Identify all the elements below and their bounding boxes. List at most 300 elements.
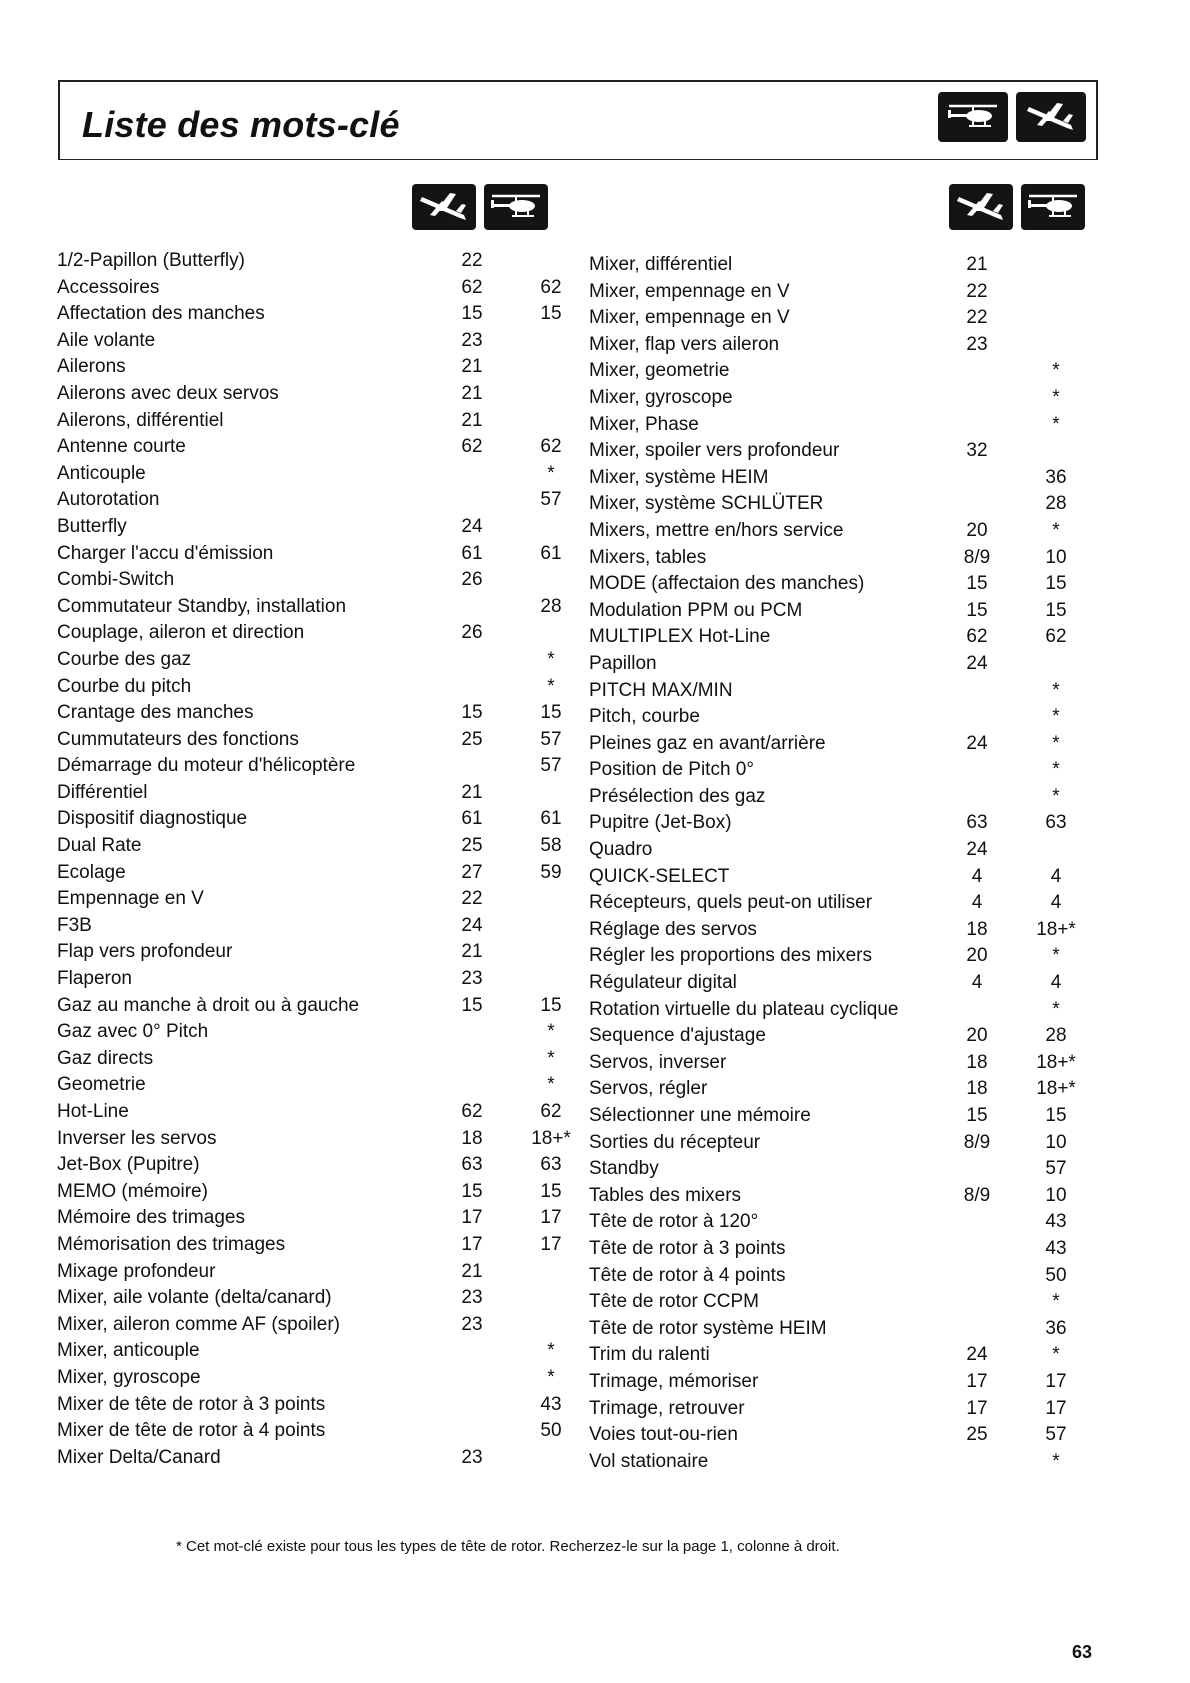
keyword-label: Tête de rotor à 120° [589,1211,759,1233]
helicopter-page-ref: 43 [1045,1237,1067,1259]
keyword-label: Flap vers profondeur [57,941,233,963]
airplane-page-ref: 15 [461,994,483,1016]
airplane-page-ref: 22 [461,888,483,910]
airplane-page-ref: 24 [966,732,988,754]
keyword-row [57,1232,562,1259]
keyword-row [589,810,1089,837]
airplane-page-ref: 24 [966,839,988,861]
helicopter-page-ref: * [1052,759,1060,781]
keyword-label: Mixers, mettre en/hors service [589,519,844,541]
airplane-page-ref: 18 [966,1051,988,1073]
airplane-page-ref: 8/9 [963,546,991,568]
helicopter-page-ref: 28 [1045,493,1067,515]
keyword-label: Sorties du récepteur [589,1131,761,1153]
keyword-label: Dual Rate [57,835,142,857]
footnote: * Cet mot-clé existe pour tous les types de tête de rotor. Recherzez-le sur la page 1, colonne à droit. [176,1538,840,1555]
helicopter-page-ref: * [547,675,555,697]
helicopter-page-ref: * [1052,519,1060,541]
airplane-page-ref: 21 [461,941,483,963]
airplane-page-ref: 15 [966,599,988,621]
airplane-page-ref: 8/9 [963,1131,991,1153]
airplane-page-ref: 26 [461,622,483,644]
keyword-label: Mixer, gyroscope [57,1366,201,1388]
keyword-row [57,806,562,833]
airplane-page-ref: 62 [461,276,483,298]
keyword-row [589,279,1089,306]
keyword-row [57,620,557,647]
keyword-row [57,567,557,594]
airplane-page-ref: 61 [461,542,483,564]
keyword-row [589,864,1089,891]
keyword-row [589,1236,1089,1263]
helicopter-page-ref: 15 [540,994,562,1016]
helicopter-page-ref: * [1052,386,1060,408]
keyword-label: Tête de rotor à 4 points [589,1264,786,1286]
keyword-row [57,301,562,328]
keyword-row [57,487,562,514]
airplane-page-ref: 4 [971,972,983,994]
keyword-row [57,275,562,302]
helicopter-page-ref: * [547,1021,555,1043]
keyword-label: Gaz directs [57,1047,154,1069]
keyword-label: Mixer de tête de rotor à 3 points [57,1393,326,1415]
keyword-label: Jet-Box (Pupitre) [57,1154,200,1176]
helicopter-page-ref: 57 [540,489,562,511]
keyword-row [589,1289,1089,1316]
helicopter-page-ref: 61 [540,542,562,564]
keyword-row [57,461,557,488]
airplane-page-ref: 17 [461,1207,483,1229]
keyword-label: Anticouple [57,462,146,484]
keyword-label: Présélection des gaz [589,785,766,807]
keyword-row [57,939,557,966]
helicopter-page-ref: 36 [1045,466,1067,488]
helicopter-page-ref: 57 [1045,1424,1067,1446]
helicopter-page-ref: 15 [540,303,562,325]
keyword-label: Trimage, retrouver [589,1397,745,1419]
helicopter-page-ref: 57 [540,755,562,777]
keyword-label: Courbe du pitch [57,675,192,697]
keyword-label: Ailerons avec deux servos [57,382,279,404]
helicopter-page-ref: 58 [540,835,562,857]
keyword-row [589,1103,1089,1130]
keyword-label: Mixer, système SCHLÜTER [589,493,824,515]
keyword-row [57,594,562,621]
helicopter-page-ref: 4 [1050,865,1062,887]
helicopter-page-ref: * [1052,732,1060,754]
keyword-row [57,1126,571,1153]
helicopter-page-ref: * [547,462,555,484]
keyword-row [57,993,562,1020]
keyword-label: Trim du ralenti [589,1344,710,1366]
keyword-label: Réglage des servos [589,918,757,940]
keyword-label: Mixer de tête de rotor à 4 points [57,1420,326,1442]
keyword-row [57,913,557,940]
keyword-label: Position de Pitch 0° [589,759,754,781]
keyword-label: Trimage, mémoriser [589,1370,759,1392]
helicopter-page-ref: 43 [540,1393,562,1415]
keyword-row [57,354,557,381]
helicopter-page-ref: 57 [1045,1158,1067,1180]
keyword-label: Pupitre (Jet-Box) [589,812,732,834]
helicopter-page-ref: 18+* [1036,1078,1076,1100]
keyword-label: Rotation virtuelle du plateau cyclique [589,998,899,1020]
helicopter-page-ref: * [547,648,555,670]
helicopter-page-ref: 36 [1045,1317,1067,1339]
keyword-row [57,1338,557,1365]
keyword-label: Butterfly [57,515,127,537]
keyword-row [57,1285,557,1312]
airplane-page-ref: 20 [966,945,988,967]
left-column-icons [412,184,548,230]
keyword-label: Mixer, empennage en V [589,280,790,302]
keyword-row [57,1259,557,1286]
keyword-row [589,1050,1089,1077]
helicopter-page-ref: * [1052,413,1060,435]
airplane-page-ref: 23 [966,333,988,355]
airplane-page-ref: 21 [461,356,483,378]
keyword-row [589,784,1089,811]
keyword-label: Mixer, Phase [589,413,699,435]
airplane-icon [1016,92,1086,142]
keyword-row [589,704,1089,731]
keyword-row [57,1445,557,1472]
keyword-label: F3B [57,914,92,936]
keyword-row [589,1342,1089,1369]
keyword-label: Mixer Delta/Canard [57,1446,221,1468]
keyword-label: Combi-Switch [57,569,175,591]
helicopter-page-ref: 62 [540,276,562,298]
helicopter-page-ref: 57 [540,728,562,750]
keyword-row [589,731,1089,758]
keyword-row [57,408,557,435]
keyword-label: Régler les proportions des mixers [589,945,873,967]
airplane-icon [412,184,476,230]
keyword-label: Servos, inverser [589,1051,727,1073]
airplane-page-ref: 23 [461,329,483,351]
keyword-row [57,700,562,727]
helicopter-page-ref: 4 [1050,972,1062,994]
helicopter-page-ref: 17 [540,1233,562,1255]
keyword-label: Tête de rotor système HEIM [589,1317,827,1339]
keyword-row [57,780,557,807]
airplane-page-ref: 21 [461,409,483,431]
keyword-label: Sélectionner une mémoire [589,1105,811,1126]
keyword-row [589,305,1089,332]
keyword-label: PITCH MAX/MIN [589,679,733,701]
keyword-label: Modulation PPM ou PCM [589,599,803,621]
keyword-label: Cummutateurs des fonctions [57,728,299,750]
airplane-page-ref: 18 [966,1078,988,1100]
helicopter-page-ref: 63 [540,1154,562,1176]
keyword-label: Mixer, spoiler vers profondeur [589,440,840,462]
keyword-list-left [57,248,571,1471]
keyword-label: Standby [589,1158,659,1180]
keyword-label: Charger l'accu d'émission [57,542,274,564]
keyword-label: Antenne courte [57,436,186,458]
keyword-row [589,545,1089,572]
keyword-row [589,1422,1089,1449]
keyword-row [57,1418,562,1445]
helicopter-page-ref: * [1052,1291,1060,1313]
keyword-row [57,833,562,860]
keyword-label: Vol stationaire [589,1450,709,1472]
helicopter-page-ref: * [1052,785,1060,807]
page-title: Liste des mots-clé [82,104,400,145]
helicopter-icon [938,92,1008,142]
keyword-row [589,1130,1089,1157]
keyword-row [589,943,1089,970]
keyword-label: Quadro [589,839,653,861]
keyword-row [589,970,1089,997]
keyword-row [589,997,1089,1024]
keyword-label: MULTIPLEX Hot-Line [589,626,771,648]
airplane-page-ref: 23 [461,1313,483,1335]
helicopter-page-ref: 62 [1045,626,1067,648]
keyword-row [57,381,557,408]
helicopter-page-ref: * [1052,945,1060,967]
keyword-label: Aile volante [57,329,156,351]
airplane-page-ref: 21 [461,1260,483,1282]
keyword-row [57,886,557,913]
keyword-label: Mixer, système HEIM [589,466,769,488]
keyword-row [589,571,1089,598]
keyword-label: Mixage profondeur [57,1260,216,1282]
airplane-page-ref: 8/9 [963,1184,991,1206]
airplane-page-ref: 15 [461,303,483,325]
keyword-row [589,1396,1089,1423]
helicopter-page-ref: 17 [1045,1370,1067,1392]
helicopter-page-ref: * [1052,679,1060,701]
keyword-row [589,1156,1089,1183]
keyword-label: Mémorisation des trimages [57,1233,286,1255]
keyword-label: MODE (affectaion des manches) [589,573,865,595]
keyword-row [589,1263,1089,1290]
keyword-label: Courbe des gaz [57,648,192,670]
airplane-page-ref: 22 [966,280,988,302]
keyword-row [57,727,562,754]
helicopter-page-ref: 62 [540,1101,562,1122]
airplane-page-ref: 24 [966,1344,988,1366]
keyword-row [589,412,1089,439]
helicopter-page-ref: 28 [540,595,562,617]
keyword-label: Papillon [589,652,657,674]
keyword-row [57,674,557,701]
keyword-row [589,438,1089,465]
helicopter-page-ref: * [1052,1450,1060,1472]
keyword-label: Mémoire des trimages [57,1207,245,1229]
keyword-row [589,358,1089,385]
airplane-page-ref: 63 [966,812,988,834]
airplane-page-ref: 26 [461,569,483,591]
keyword-label: Régulateur digital [589,972,737,994]
keyword-label: Gaz au manche à droit ou à gauche [57,994,360,1016]
helicopter-page-ref: * [547,1366,555,1388]
keyword-label: Geometrie [57,1074,146,1096]
helicopter-page-ref: * [1052,360,1060,382]
helicopter-page-ref: 59 [540,861,562,883]
helicopter-page-ref: * [1052,706,1060,728]
airplane-page-ref: 23 [461,1287,483,1309]
keyword-label: Ailerons [57,356,126,378]
keyword-label: Tête de rotor à 3 points [589,1237,786,1259]
airplane-page-ref: 18 [966,918,988,940]
helicopter-page-ref: 63 [1045,812,1067,834]
page-number: 63 [1072,1642,1093,1662]
keyword-row [589,651,1089,678]
keyword-row [57,1046,557,1073]
airplane-page-ref: 21 [461,781,483,803]
helicopter-page-ref: 62 [540,436,562,458]
helicopter-page-ref: * [547,1047,555,1069]
keyword-label: Ecolage [57,861,126,883]
helicopter-page-ref: 10 [1045,1131,1067,1153]
keyword-list-right [589,252,1089,1475]
keyword-label: Récepteurs, quels peut-on utiliser [589,892,873,914]
keyword-label: Mixer, anticouple [57,1340,200,1362]
keyword-row [589,518,1089,545]
keyword-row [589,598,1089,625]
helicopter-page-ref: 43 [1045,1211,1067,1233]
keyword-row [57,860,562,887]
helicopter-page-ref: 15 [540,1180,562,1202]
keyword-row [57,753,562,780]
airplane-page-ref: 17 [966,1397,988,1419]
keyword-row [589,1449,1089,1476]
keyword-label: Gaz avec 0° Pitch [57,1021,209,1043]
helicopter-page-ref: 50 [1045,1264,1067,1286]
helicopter-page-ref: 4 [1050,892,1062,914]
keyword-label: Sequence d'ajustage [589,1025,766,1047]
helicopter-page-ref: 61 [540,808,562,830]
keyword-label: Empennage en V [57,888,204,910]
right-column-icons [949,184,1085,230]
keyword-label: Mixer, flap vers aileron [589,333,780,355]
helicopter-icon [484,184,548,230]
keyword-row [57,1392,562,1419]
keyword-label: Pitch, courbe [589,706,700,728]
keyword-label: Inverser les servos [57,1127,217,1149]
keyword-row [589,1369,1089,1396]
keyword-label: Mixer, différentiel [589,254,733,275]
keyword-row [57,1179,562,1206]
keyword-row [589,890,1089,917]
airplane-page-ref: 24 [461,515,483,537]
helicopter-page-ref: 28 [1045,1025,1067,1047]
airplane-page-ref: 17 [461,1233,483,1255]
keyword-label: Démarrage du moteur d'hélicoptère [57,755,356,777]
keyword-label: Tables des mixers [589,1184,742,1206]
helicopter-page-ref: * [547,1074,555,1096]
keyword-row [57,1312,557,1339]
airplane-page-ref: 20 [966,1025,988,1047]
keyword-row [57,434,562,461]
keyword-label: Commutateur Standby, installation [57,595,347,617]
keyword-row [57,541,562,568]
keyword-row [57,514,557,541]
keyword-row [57,1099,562,1126]
keyword-row [589,1209,1089,1236]
airplane-page-ref: 24 [461,914,483,936]
keyword-row [589,332,1089,359]
helicopter-page-ref: 18+* [1036,1051,1076,1073]
helicopter-page-ref: 18+* [1036,918,1076,940]
keyword-row [589,385,1089,412]
helicopter-page-ref: 17 [540,1207,562,1229]
keyword-row [57,1152,562,1179]
keyword-label: Mixers, tables [589,546,707,568]
airplane-page-ref: 4 [971,892,983,914]
keyword-row [57,966,557,993]
keyword-label: Servos, régler [589,1078,708,1100]
keyword-row [589,1316,1089,1343]
airplane-page-ref: 32 [966,440,988,462]
keyword-label: QUICK-SELECT [589,865,730,887]
helicopter-page-ref: 15 [1045,599,1067,621]
airplane-page-ref: 15 [461,1180,483,1202]
keyword-row [589,465,1089,492]
airplane-page-ref: 23 [461,1446,483,1468]
keyword-row [589,1023,1089,1050]
airplane-page-ref: 25 [966,1424,988,1446]
keyword-row [589,252,1089,279]
keyword-label: Mixer, geometrie [589,360,730,382]
keyword-label: Voies tout-ou-rien [589,1424,738,1446]
keyword-row [57,248,557,275]
keyword-row [57,1019,557,1046]
airplane-page-ref: 18 [461,1127,483,1149]
keyword-label: MEMO (mémoire) [57,1180,208,1202]
airplane-page-ref: 17 [966,1370,988,1392]
keyword-label: Différentiel [57,781,148,803]
helicopter-page-ref: 10 [1045,546,1067,568]
keyword-label: Crantage des manches [57,702,254,724]
airplane-page-ref: 15 [966,573,988,595]
helicopter-page-ref: 15 [1045,573,1067,595]
airplane-page-ref: 25 [461,728,483,750]
keyword-row [57,647,557,674]
airplane-page-ref: 21 [461,382,483,404]
airplane-page-ref: 15 [966,1105,988,1126]
keyword-label: Autorotation [57,489,160,511]
keyword-label: Flaperon [57,968,132,990]
keyword-label: Affectation des manches [57,303,265,325]
keyword-row [589,1183,1089,1210]
airplane-page-ref: 22 [966,307,988,329]
keyword-row [589,917,1089,944]
helicopter-page-ref: * [547,1340,555,1362]
airplane-page-ref: 63 [461,1154,483,1176]
helicopter-page-ref: * [1052,1344,1060,1366]
keyword-row [57,328,557,355]
keyword-row [589,678,1089,705]
keyword-label: Hot-Line [57,1101,129,1122]
helicopter-page-ref: 50 [540,1420,562,1442]
header-icons [938,92,1086,142]
keyword-label: Tête de rotor CCPM [589,1291,759,1313]
airplane-page-ref: 22 [461,250,483,271]
keyword-label: Mixer, aile volante (delta/canard) [57,1287,332,1309]
keyword-row [589,757,1089,784]
airplane-page-ref: 25 [461,835,483,857]
helicopter-page-ref: 15 [540,702,562,724]
keyword-label: Ailerons, différentiel [57,409,224,431]
keyword-row [589,491,1089,518]
airplane-page-ref: 23 [461,968,483,990]
airplane-page-ref: 24 [966,652,988,674]
keyword-row [57,1365,557,1392]
keyword-row [57,1072,557,1099]
